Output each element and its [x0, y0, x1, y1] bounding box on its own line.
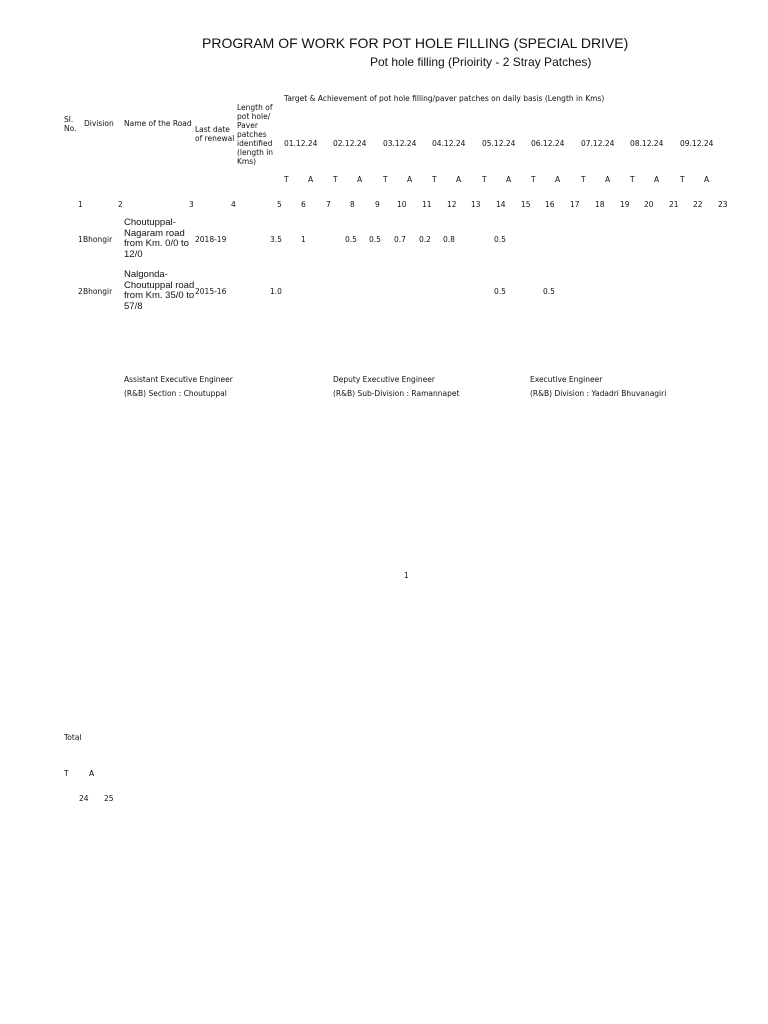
row-sl-no: 2	[78, 287, 83, 296]
achievement-label: A	[654, 175, 660, 184]
column-number: 18	[595, 200, 605, 209]
date-header: 01.12.24	[284, 139, 318, 148]
column-number: 17	[570, 200, 580, 209]
row-value: 0.5	[345, 235, 357, 244]
row-length: 3.5	[270, 235, 282, 244]
date-header: 08.12.24	[630, 139, 664, 148]
achievement-label: A	[456, 175, 462, 184]
target-label: T	[383, 175, 388, 184]
column-number: 14	[496, 200, 506, 209]
column-number: 11	[422, 200, 432, 209]
date-header: 09.12.24	[680, 139, 714, 148]
target-label: T	[64, 769, 69, 778]
target-label: T	[432, 175, 437, 184]
achievement-label: A	[357, 175, 363, 184]
column-number: 4	[231, 200, 236, 209]
column-number: 5	[277, 200, 282, 209]
date-header: 03.12.24	[383, 139, 417, 148]
column-number: 12	[447, 200, 457, 209]
row-road-name: Nalgonda-Choutuppal road from Km. 35/0 to 57/8	[124, 269, 195, 312]
achievement-label: A	[506, 175, 512, 184]
signature-title: Deputy Executive Engineer	[333, 375, 435, 384]
column-number: 10	[397, 200, 407, 209]
signature-title: Executive Engineer	[530, 375, 603, 384]
achievement-label: A	[704, 175, 710, 184]
total-label: Total	[64, 733, 82, 742]
target-label: T	[531, 175, 536, 184]
header-road-name: Name of the Road	[124, 119, 192, 128]
target-label: T	[630, 175, 635, 184]
column-number: 16	[545, 200, 555, 209]
signature-office: (R&B) Division : Yadadri Bhuvanagiri	[530, 389, 667, 398]
header-sl-no: Sl. No.	[64, 115, 77, 133]
achievement-label: A	[605, 175, 611, 184]
page-number: 1	[404, 571, 409, 580]
target-label: T	[680, 175, 685, 184]
row-value: 1	[301, 235, 306, 244]
row-value: 0.5	[494, 235, 506, 244]
row-last-date: 2015-16	[195, 287, 227, 296]
target-label: T	[333, 175, 338, 184]
date-header: 06.12.24	[531, 139, 565, 148]
row-value: 0.7	[394, 235, 406, 244]
column-number: 19	[620, 200, 630, 209]
achievement-label: A	[89, 769, 95, 778]
signature-office: (R&B) Section : Choutuppal	[124, 389, 227, 398]
row-division: Bhongir	[83, 287, 113, 296]
achievement-label: A	[555, 175, 561, 184]
column-number: 22	[693, 200, 703, 209]
column-number: 23	[718, 200, 728, 209]
row-last-date: 2018-19	[195, 235, 227, 244]
header-last-date: Last date of renewal	[195, 125, 235, 143]
row-sl-no: 1	[78, 235, 83, 244]
date-header: 07.12.24	[581, 139, 615, 148]
column-number: 6	[301, 200, 306, 209]
page-title: PROGRAM OF WORK FOR POT HOLE FILLING (SPECIAL DRIVE)	[202, 35, 629, 51]
row-value: 0.5	[369, 235, 381, 244]
column-number: 9	[375, 200, 380, 209]
row-value: 0.2	[419, 235, 431, 244]
row-value: 0.5	[494, 287, 506, 296]
target-label: T	[581, 175, 586, 184]
target-label: T	[284, 175, 289, 184]
header-division: Division	[84, 119, 114, 128]
column-number: 13	[471, 200, 481, 209]
row-value: 0.8	[443, 235, 455, 244]
signature-office: (R&B) Sub-Division : Ramannapet	[333, 389, 460, 398]
target-label: T	[482, 175, 487, 184]
achievement-label: A	[308, 175, 314, 184]
column-number: 24	[79, 794, 89, 803]
row-length: 1.0	[270, 287, 282, 296]
date-header: 04.12.24	[432, 139, 466, 148]
column-number: 2	[118, 200, 123, 209]
page-subtitle: Pot hole filling (Prioirity - 2 Stray Patches)	[370, 55, 592, 69]
column-number: 3	[189, 200, 194, 209]
column-number: 25	[104, 794, 114, 803]
achievement-label: A	[407, 175, 413, 184]
column-number: 1	[78, 200, 83, 209]
column-number: 20	[644, 200, 654, 209]
row-value: 0.5	[543, 287, 555, 296]
signature-title: Assistant Executive Engineer	[124, 375, 233, 384]
date-header: 05.12.24	[482, 139, 516, 148]
column-number: 15	[521, 200, 531, 209]
date-header: 02.12.24	[333, 139, 367, 148]
row-division: Bhongir	[83, 235, 113, 244]
header-length: Length of pot hole/ Paver patches identified (length in Kms)	[237, 103, 274, 166]
column-number: 7	[326, 200, 331, 209]
column-number: 8	[350, 200, 355, 209]
row-road-name: Choutuppal-Nagaram road from Km. 0/0 to 12/0	[124, 217, 189, 260]
header-target-group: Target & Achievement of pot hole filling/paver patches on daily basis (Length in Kms)	[284, 94, 605, 103]
column-number: 21	[669, 200, 679, 209]
